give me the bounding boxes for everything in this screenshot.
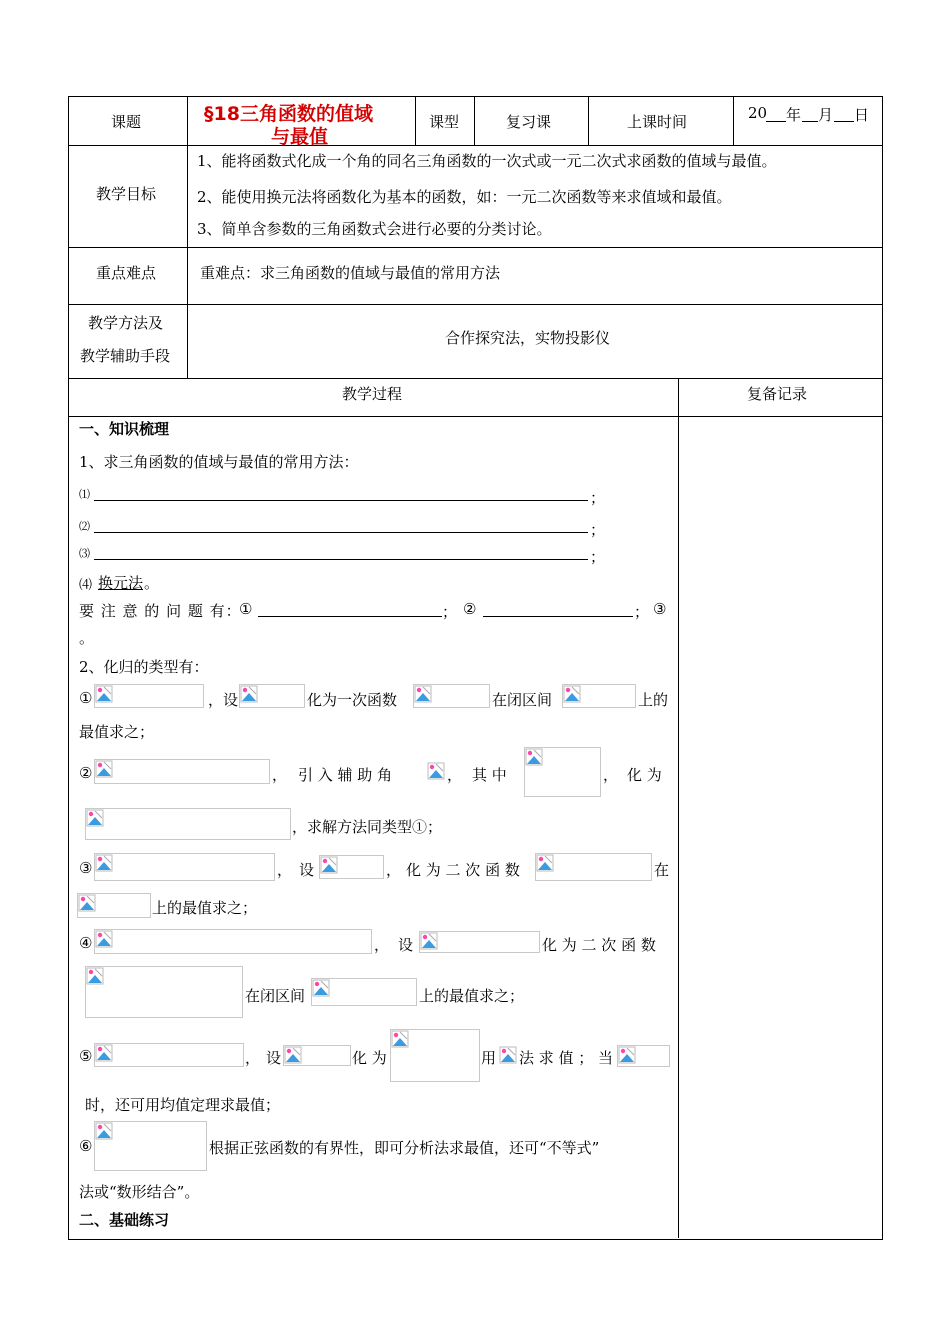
attention-blank-1 [258, 616, 442, 617]
text: 上的最值求之； [152, 899, 258, 917]
date-century: 20 [748, 104, 768, 122]
course-title-line1: §18三角函数的值域 [204, 103, 373, 125]
text: 上的 [638, 691, 669, 709]
methods-label-line2: 教学辅助手段 [80, 347, 171, 365]
broken-image-icon [95, 930, 113, 948]
method-blank-1 [94, 500, 588, 501]
broken-image-icon [618, 1046, 636, 1064]
attention-marker-1: ① [239, 600, 253, 618]
text: ， [374, 936, 390, 954]
formula-image [617, 1045, 670, 1067]
method-blank-3 [94, 559, 588, 560]
methods-label-line1: 教学方法及 [88, 314, 164, 332]
semicolon: ； [590, 521, 606, 539]
broken-image-icon [427, 762, 445, 780]
formula-image [94, 684, 204, 708]
course-title-line2: 与最值 [271, 126, 329, 148]
formula-image [427, 762, 445, 782]
text: 设 [266, 1049, 282, 1067]
broken-image-icon [499, 1046, 517, 1064]
text: ， [603, 766, 619, 784]
text: 根据正弦函数的有界性，即可分析法求最值，还可“不等式” [209, 1139, 600, 1157]
goal-item: 2、能使用换元法将函数化为基本的函数，如：一元二次函数等来求值域和最值。 [197, 188, 732, 206]
broken-image-icon [95, 1122, 113, 1140]
type-marker-4: ④ [79, 934, 93, 952]
period: 。 [144, 574, 160, 592]
broken-image-icon [240, 685, 258, 703]
formula-image [94, 929, 372, 954]
method-marker-4: ⑷ [79, 578, 93, 593]
text: ， [272, 766, 288, 784]
col-divider [588, 96, 589, 146]
method-marker-1: ⑴ [79, 488, 90, 501]
text: 法 求 值 ； [519, 1049, 594, 1067]
goals-label: 教学目标 [96, 185, 157, 203]
col-divider [415, 96, 416, 146]
section-knowledge-review: 一、知识梳理 [79, 420, 170, 438]
keypoints-label: 重点难点 [96, 264, 157, 282]
col-divider [187, 304, 188, 379]
formula-image [85, 808, 291, 840]
row-divider [68, 145, 882, 146]
text: ，设 [208, 691, 239, 709]
semicolon: ； [442, 603, 458, 621]
broken-image-icon [95, 1044, 113, 1062]
col-divider [733, 96, 734, 146]
attention-marker-3: ③ [653, 600, 667, 618]
col-divider [678, 378, 679, 1238]
broken-image-icon [420, 932, 438, 950]
goal-item: 3、简单含参数的三角函数式会进行必要的分类讨论。 [197, 220, 552, 238]
method-substitution: 换元法 [98, 574, 144, 592]
attention-marker-2: ② [463, 600, 477, 618]
row-divider [68, 304, 882, 305]
text: 时，还可用均值定理求最值； [85, 1096, 281, 1114]
method-marker-3: ⑶ [79, 547, 90, 560]
date-month-label: 月 [818, 106, 834, 124]
text: 引 入 辅 助 角 [298, 766, 393, 784]
broken-image-icon [95, 760, 113, 778]
broken-image-icon [284, 1046, 302, 1064]
formula-image [283, 1045, 351, 1066]
broken-image-icon [536, 854, 554, 872]
text: 其 中 [472, 766, 507, 784]
formula-image [85, 966, 243, 1018]
formula-image [311, 978, 417, 1006]
formula-image [419, 931, 540, 953]
broken-image-icon [86, 809, 104, 827]
process-header: 教学过程 [342, 385, 403, 403]
method-marker-2: ⑵ [79, 520, 90, 533]
formula-image [319, 855, 384, 879]
attention-label: 要 注 意 的 问 题 有： [79, 602, 242, 620]
col-divider [187, 96, 188, 305]
text: 化为一次函数 [307, 691, 398, 709]
broken-image-icon [78, 894, 96, 912]
formula-image [94, 1121, 207, 1171]
formula-image [94, 759, 270, 784]
semicolon: ； [634, 603, 650, 621]
type-marker-1: ① [79, 689, 93, 707]
date-day-blank [834, 121, 854, 122]
class-time-label: 上课时间 [627, 113, 688, 131]
methods-text: 合作探究法，实物投影仪 [445, 329, 611, 347]
formula-image [413, 684, 490, 708]
text: 化 为 [352, 1049, 387, 1067]
lesson-type-label: 课型 [429, 113, 460, 131]
broken-image-icon [95, 854, 113, 872]
section-basic-practice: 二、基础练习 [79, 1211, 170, 1229]
lesson-type-value: 复习课 [506, 113, 552, 131]
formula-image [562, 684, 636, 708]
formula-image [524, 747, 601, 797]
keypoints-text: 重难点：求三角函数的值域与最值的常用方法 [200, 264, 501, 282]
broken-image-icon [563, 685, 581, 703]
type-marker-2: ② [79, 764, 93, 782]
broken-image-icon [320, 856, 338, 874]
notes-header: 复备记录 [747, 385, 808, 403]
formula-image [535, 853, 652, 881]
attention-blank-2 [483, 616, 633, 617]
text: 在 [654, 861, 670, 879]
text: 当 [598, 1049, 614, 1067]
formula-image [94, 1043, 244, 1067]
question-reduction-types: 2、化归的类型有： [79, 658, 209, 676]
row-divider [68, 247, 882, 248]
broken-image-icon [86, 967, 104, 985]
broken-image-icon [414, 685, 432, 703]
broken-image-icon [312, 979, 330, 997]
date-day-label: 日 [854, 106, 870, 124]
col-divider [474, 96, 475, 146]
text: 化 为 二 次 函 数 [406, 861, 520, 879]
formula-image [390, 1029, 480, 1082]
formula-image [499, 1046, 517, 1066]
date-year-blank [766, 121, 786, 122]
text: 化 为 [627, 766, 662, 784]
formula-image [94, 853, 275, 881]
text: ，求解方法同类型①； [292, 818, 443, 836]
row-divider [68, 378, 882, 379]
broken-image-icon [391, 1030, 409, 1048]
text: ， [277, 861, 293, 879]
text: 在闭区间 [492, 691, 553, 709]
text: 在闭区间 [245, 987, 306, 1005]
type-marker-3: ③ [79, 859, 93, 877]
text: ， [386, 861, 402, 879]
date-year-label: 年 [786, 106, 802, 124]
formula-image [239, 684, 305, 708]
semicolon: ； [590, 548, 606, 566]
question-common-methods: 1、求三角函数的值域与最值的常用方法： [79, 453, 359, 471]
text: 设 [398, 936, 414, 954]
type-marker-5: ⑤ [79, 1047, 93, 1065]
text: ， [447, 766, 463, 784]
method-blank-2 [94, 532, 588, 533]
type-marker-6: ⑥ [79, 1137, 93, 1155]
text: 上的最值求之； [419, 987, 525, 1005]
text: 法或“数形结合”。 [79, 1183, 200, 1201]
goal-item: 1、能将函数式化成一个角的同名三角函数的一次式或一元二次式求函数的值域与最值。 [197, 152, 777, 170]
broken-image-icon [95, 685, 113, 703]
text: 设 [299, 861, 315, 879]
text: ， [245, 1049, 261, 1067]
broken-image-icon [525, 748, 543, 766]
semicolon: ； [590, 489, 606, 507]
row-divider [68, 416, 882, 417]
text: 用 [481, 1049, 497, 1067]
formula-image [77, 893, 151, 918]
text: 最值求之； [79, 723, 155, 741]
text: 化 为 二 次 函 数 [542, 936, 656, 954]
course-title-label: 课题 [111, 113, 142, 131]
period: 。 [79, 629, 95, 647]
date-month-blank [802, 121, 818, 122]
